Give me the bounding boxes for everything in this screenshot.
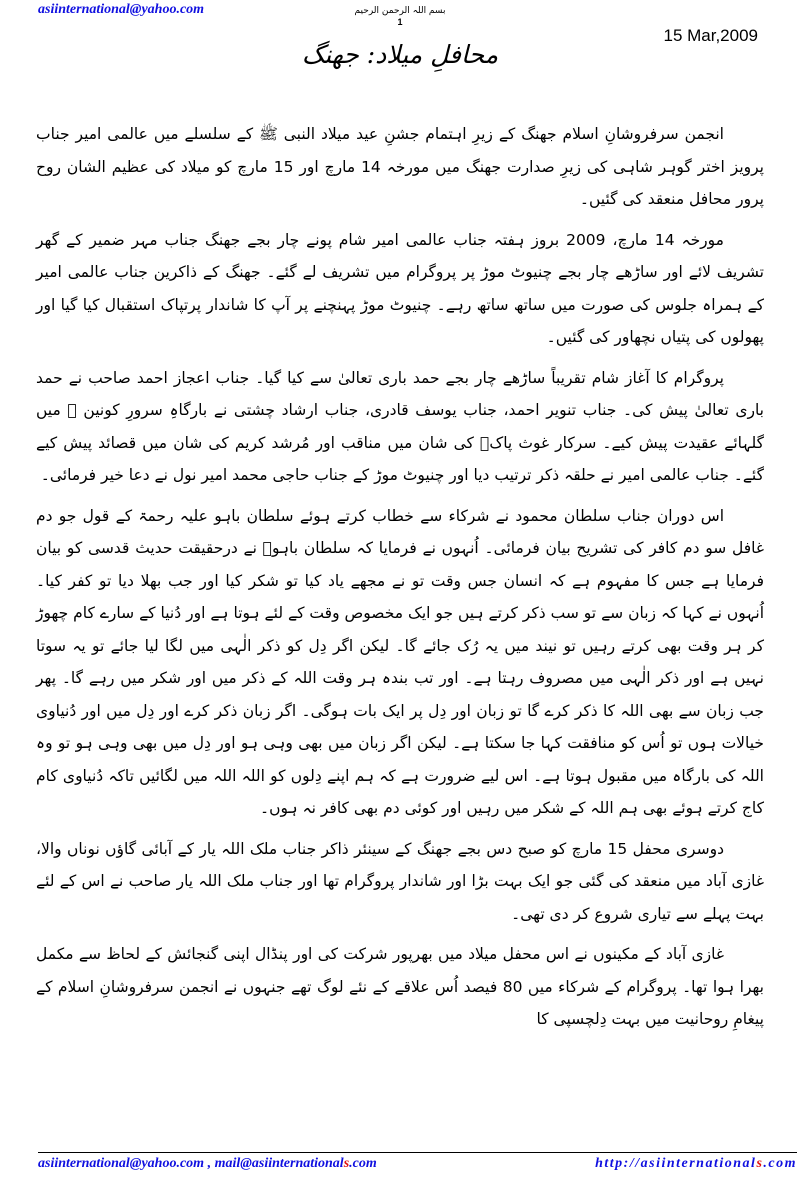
footer-divider bbox=[38, 1152, 797, 1153]
footer-email-2-accent: s bbox=[343, 1156, 350, 1171]
footer-email-2-suffix: .com bbox=[349, 1156, 377, 1171]
paragraph-speech: اس دوران جناب سلطان محمود نے شرکاء سے خطاب کرتے ہوئے سلطان باہو علیہ رحمۃ کے قول جو دم غافل سو دم کافر کی تشریح بیان فرمائی۔ اُنہوں نے فرمایا کہ سلطان باہوؒ نے درحقیقت حدیث قدسی کو بیان فرمایا ہے جس کا مفہوم ہے کہ انسان جس وقت تو نے مجھے یاد کیا تو شکر کیا اور جب بھلا دیا تو کفر کیا۔ اُنہوں نے کہا کہ زبان سے تو سب ذکر کرتے ہیں جو ایک مخصوص وقت کے لئے ہوتا ہے اور دُنیا کے سارے کام چھوڑ کر ہر وقت بھی کرتے رہیں تو نیند میں یہ رُک جائے گا۔ لیکن اگر دِل کو ذکر الٰہی میں لگا لیا جائے تو یہ سوتا نہیں ہے اور ذکر الٰہی میں مصروف رہتا ہے۔ اور تب بندہ ہر وقت اللہ کے ذکر میں اور شکر میں رہے گا۔ پھر جب زبان سے بھی اللہ کا ذکر کرے گا تو زبان اور دِل پر ایک بات ہوگی۔ اگر زبان ذکر کرے اور دِل میں اور دُنیاوی خیالات ہوں تو اُس کو منافقت کہا جا سکتا ہے۔ لیکن اگر زبان میں بھی وہی ہو اور دِل میں بھی وہی ہو تو وہ اللہ کی بارگاہ میں مقبول ہوتا ہے۔ اس لیے ضرورت ہے کہ ہم اپنے دِلوں کو اللہ اللہ میں لگائیں تاکہ دُنیاوی کام کاج کرتے ہوئے بھی ہم اللہ کے شکر میں رہیں اور کوئی دم بھی کافر نہ ہوں۔ bbox=[36, 506, 764, 817]
article-body bbox=[36, 118, 764, 1044]
page-number: 1 bbox=[397, 17, 403, 27]
header-email-link[interactable]: asiinternational@yahoo.com bbox=[38, 2, 205, 17]
footer-email-link-mail[interactable] bbox=[215, 1156, 377, 1171]
footer-email-link-yahoo[interactable]: asiinternational@yahoo.com bbox=[38, 1156, 205, 1171]
document-date: 15 Mar,2009 bbox=[663, 26, 758, 45]
footer-url-accent: s bbox=[756, 1156, 764, 1171]
document-title: محافلِ میلاد: جھنگ bbox=[301, 40, 499, 69]
paragraph-arrival: مورخہ 14 مارچ، 2009 بروز ہفتہ جناب عالمی امیر شام پونے چار بجے جھنگ جناب مہر ضمیر کے گھر تشریف لائے اور ساڑھے چار بجے چنیوٹ موڑ پر پروگرام میں تشریف لے گئے۔ جھنگ کے ذاکرین جناب عالمی امیر کے ہمراہ جلوس کی صورت میں ساتھ ساتھ رہے۔ چنیوٹ موڑ پہنچنے پر آپ کا شاندار پرتپاک استقبال کیا گیا اور پھولوں کی پتیاں نچھاور کی گئیں۔ bbox=[36, 230, 764, 346]
paragraph-attendance: غازی آباد کے مکینوں نے اس محفل میلاد میں بھرپور شرکت کی اور پنڈال اپنی گنجائش کے لحاظ سے مکمل بھرا ہوا تھا۔ پروگرام کے شرکاء میں 80 فیصد اُس علاقے کے نئے لوگ تھے جنہوں نے انجمن سرفروشانِ اسلام کے پیغامِ روحانیت میں بہت دِلچسپی کا bbox=[36, 945, 764, 1028]
footer-url-suffix: .com bbox=[763, 1156, 797, 1171]
bismillah-heading: بسم اللہ الرحمن الرحیم bbox=[354, 6, 446, 16]
footer-email-2-prefix: mail@asiinternational bbox=[214, 1156, 344, 1171]
footer-url-prefix: http://asiinternational bbox=[595, 1156, 757, 1171]
footer-emails bbox=[38, 1156, 377, 1172]
paragraph-program: پروگرام کا آغاز شام تقریباً ساڑھے چار بجے حمد باری تعالیٰ سے کیا گیا۔ جناب اعجاز احمد صاحب نے حمد باری تعالیٰ پیش کی۔ جناب تنویر احمد، جناب یوسف قادری، جناب ارشاد چشتی نے بارگاہِ سرورِ کونین ﷺ میں گلہائے عقیدت پیش کیے۔ سرکار غوث پاکؓ کی شان میں مناقب اور مُرشد کریم کی شان میں قصائد پیش کیے گئے۔ جناب عالمی امیر نے حلقہ ذکر ترتیب دیا اور چنیوٹ موڑ کے جناب حاجی محمد امیر نول نے دعا خیر فرمائی۔ bbox=[36, 368, 764, 484]
footer-website-link[interactable] bbox=[595, 1156, 797, 1172]
footer-email-separator: , bbox=[204, 1156, 215, 1171]
paragraph-second-mehfil: دوسری محفل 15 مارچ کو صبح دس بجے جھنگ کے سینئر ذاکر جناب ملک اللہ یار کے آبائی گاؤں نوناں والا، غازی آباد میں منعقد کی گئی جو ایک بہت بڑا اور شاندار پروگرام تھا اور جناب ملک اللہ یار صاحب نے اس کے لئے بہت پہلے سے تیاری شروع کر دی تھی۔ bbox=[36, 839, 764, 923]
paragraph-intro: انجمن سرفروشانِ اسلام جھنگ کے زیرِ اہتمام جشنِ عید میلاد النبی ﷺ کے سلسلے میں عالمی امیر جناب پرویز اختر گوہر شاہی کی زیرِ صدارت جھنگ میں مورخہ 14 مارچ اور 15 مارچ کو میلاد کی عظیم الشان روح پرور محافل منعقد کی گئیں۔ bbox=[36, 125, 765, 208]
